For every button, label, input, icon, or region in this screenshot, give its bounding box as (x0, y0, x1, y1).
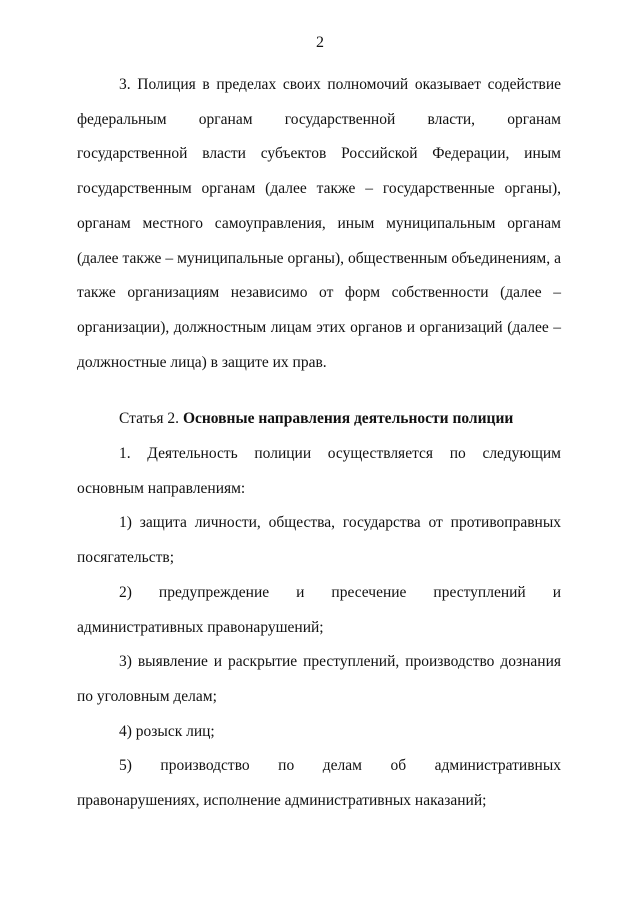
list-item-3: 3) выявление и раскрытие преступлений, производство дознания по уголовным делам; (77, 653, 561, 705)
list-item-5: 5) производство по делам об административных правонарушениях, исполнение административных наказаний; (77, 757, 561, 810)
paragraph-1-directions: 1. Деятельность полиции осуществляется по следующим основным направлениям: (77, 445, 561, 497)
article-prefix: Статья 2. (119, 410, 183, 428)
page-number: 2 (316, 34, 324, 51)
article-title: Основные направления деятельности полиции (182, 410, 514, 428)
list-item-4: 4) розыск лиц; (119, 722, 215, 740)
paragraph-3-assistance: 3. Полиция в пределах своих полномочий оказывает содействие федеральным органам государственной власти, органам государственной власти субъектов Российской Федерации, иным государственным органам (далее также – государственные органы), органам местного самоуправления, иным муниципальным органам (далее также – муниципальные органы), общественным объединениям, а также организациям независимо от форм собственности (далее – организации), должностным лицам этих органов и организаций (далее – должностные лица) в защите их прав. (77, 76, 561, 371)
list-item-1: 1) защита личности, общества, государства от противоправных посягательств; (77, 514, 561, 567)
article-heading (77, 402, 561, 437)
section-spacer (77, 380, 561, 402)
document-body (77, 68, 561, 819)
list-item-2: 2) предупреждение и пресечение преступлений и административных правонарушений; (77, 583, 561, 636)
